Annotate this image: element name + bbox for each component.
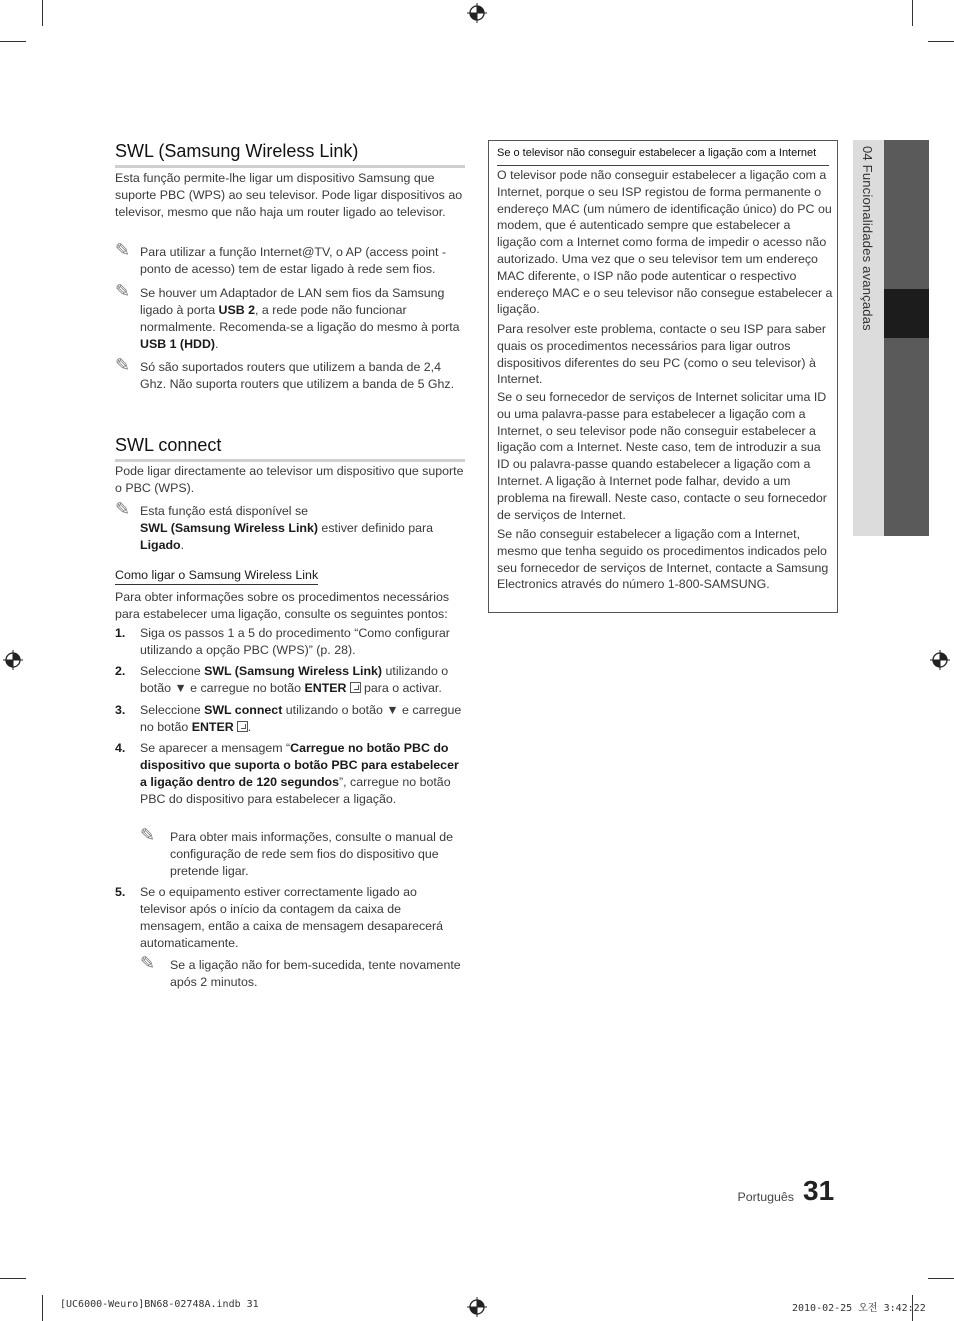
- note: ✎ Para utilizar a função Internet@TV, o AP (access point - ponto de acesso) tem de estar ligado à rede sem fios.: [115, 240, 446, 276]
- info-box-paragraph: Se o seu fornecedor de serviços de Internet solicitar uma ID ou uma palavra-passe para estabelecer a ligação com a Internet, o seu televisor pode não conseguir estabelecer a ligação com a Internet. Neste caso, tem de introduzir a sua ID ou palavra-passe quando estabelecer a ligação com a Internet. A ligação à Internet pode falhar, devido a um problema na firewall. Neste caso, contacte o seu fornecedor de serviços de Internet.: [497, 390, 827, 522]
- list-item: 2. Seleccione SWL (Samsung Wireless Link) utilizando o botão ▼ e carregue no botão ENTER para o activar.: [115, 664, 449, 695]
- list-item: 1. Siga os passos 1 a 5 do procedimento “Como configurar utilizando a opção PBC (WPS)” (p. 28).: [115, 626, 450, 657]
- info-box: [488, 140, 838, 613]
- enter-key-icon: [237, 721, 248, 732]
- crop-mark: [928, 41, 954, 42]
- note: ✎ Se houver um Adaptador de LAN sem fios da Samsung ligado à porta USB 2, a rede pode não funcionar normalmente. Recomenda-se a ligação do mesmo à porta USB 1 (HDD).: [115, 281, 460, 351]
- crop-mark: [912, 0, 913, 26]
- list-item: 3. Seleccione SWL connect utilizando o botão ▼ e carregue no botão ENTER .: [115, 703, 462, 734]
- print-footer-right: 2010-02-25 오전 3:42:22: [792, 1303, 926, 1314]
- info-box-paragraph: O televisor pode não conseguir estabelecer a ligação com a Internet, porque o seu ISP registou de forma permanente o endereço MAC (um número de identificação único) do PC ou modem, que é autenticado sempre que estabelecer a ligação com a Internet como forma de impedir o acesso não autorizado. Uma vez que o seu televisor tem um endereço MAC diferente, o ISP não pode autenticar o respectivo endereço MAC e o seu televisor não consegue estabelecer a ligação.: [497, 168, 833, 317]
- pencil-note-icon: ✎: [115, 499, 131, 519]
- section-title-swl-connect: SWL connect: [115, 434, 465, 462]
- chapter-tab-bar: [884, 140, 929, 536]
- pencil-note-icon: ✎: [115, 355, 131, 375]
- note: ✎ Esta função está disponível se SWL (Samsung Wireless Link) estiver definido para Ligado.: [115, 499, 434, 552]
- crop-mark: [928, 1278, 954, 1279]
- page-number: 31: [803, 1175, 835, 1206]
- registration-mark-icon: [3, 650, 23, 670]
- crop-mark: [0, 41, 26, 42]
- enter-key-icon: [350, 682, 361, 693]
- registration-mark-icon: [467, 3, 487, 23]
- subsection-title: Como ligar o Samsung Wireless Link: [115, 567, 318, 585]
- pencil-note-icon: ✎: [115, 281, 131, 301]
- pencil-note-icon: ✎: [115, 240, 131, 260]
- list-item: 4. Se aparecer a mensagem “Carregue no botão PBC do dispositivo que suporta o botão PBC para estabelecer a ligação dentro de 120 segundos”, carregue no botão PBC do dispositivo para estabelecer a ligação.: [115, 741, 459, 806]
- section-intro: Pode ligar directamente ao televisor um dispositivo que suporte o PBC (WPS).: [115, 464, 464, 495]
- crop-mark: [42, 1295, 43, 1321]
- section-intro: Esta função permite-lhe ligar um dispositivo Samsung que suporte PBC (WPS) ao seu televisor. Pode ligar dispositivos ao televisor, mesmo que não haja um router ligado ao televisor.: [115, 171, 463, 219]
- page-language: Português: [737, 1190, 794, 1204]
- info-box-paragraph: Se não conseguir estabelecer a ligação com a Internet, mesmo que tenha seguido os procedimentos indicados pelo seu fornecedor de serviços de Internet, contacte a Samsung Electronics através do número 1-800-SAMSUNG.: [497, 527, 829, 592]
- section-title-swl: SWL (Samsung Wireless Link): [115, 140, 465, 168]
- crop-mark: [42, 0, 43, 26]
- note: ✎ Se a ligação não for bem-sucedida, tente novamente após 2 minutos.: [140, 953, 461, 989]
- pencil-note-icon: ✎: [140, 825, 156, 845]
- print-footer-left: [UC6000-Weuro]BN68-02748A.indb 31: [60, 1299, 259, 1310]
- list-item: 5. Se o equipamento estiver correctamente ligado ao televisor após o início da contagem da caixa de mensagem, então a caixa de mensagem desaparecerá automaticamente.: [115, 885, 444, 950]
- chapter-tab-marker: [884, 289, 929, 338]
- pencil-note-icon: ✎: [140, 953, 156, 973]
- info-box-title: Se o televisor não conseguir estabelecer a ligação com a Internet: [497, 146, 829, 166]
- registration-mark-icon: [467, 1297, 487, 1317]
- chapter-tab-label: 04 Funcionalidades avançadas: [860, 146, 875, 331]
- crop-mark: [0, 1278, 26, 1279]
- howto-intro: Para obter informações sobre os procedimentos necessários para estabelecer uma ligação, consulte os seguintes pontos:: [115, 590, 450, 621]
- note: ✎ Só são suportados routers que utilizem a banda de 2,4 Ghz. Não suporta routers que utilizem a banda de 5 Ghz.: [115, 355, 455, 391]
- registration-mark-icon: [930, 650, 950, 670]
- note: ✎ Para obter mais informações, consulte o manual de configuração de rede sem fios do dispositivo que pretende ligar.: [140, 825, 454, 878]
- info-box-paragraph: Para resolver este problema, contacte o seu ISP para saber quais os procedimentos necessários para ligar outros dispositivos diferentes do seu PC (como o seu televisor) à Internet.: [497, 322, 826, 387]
